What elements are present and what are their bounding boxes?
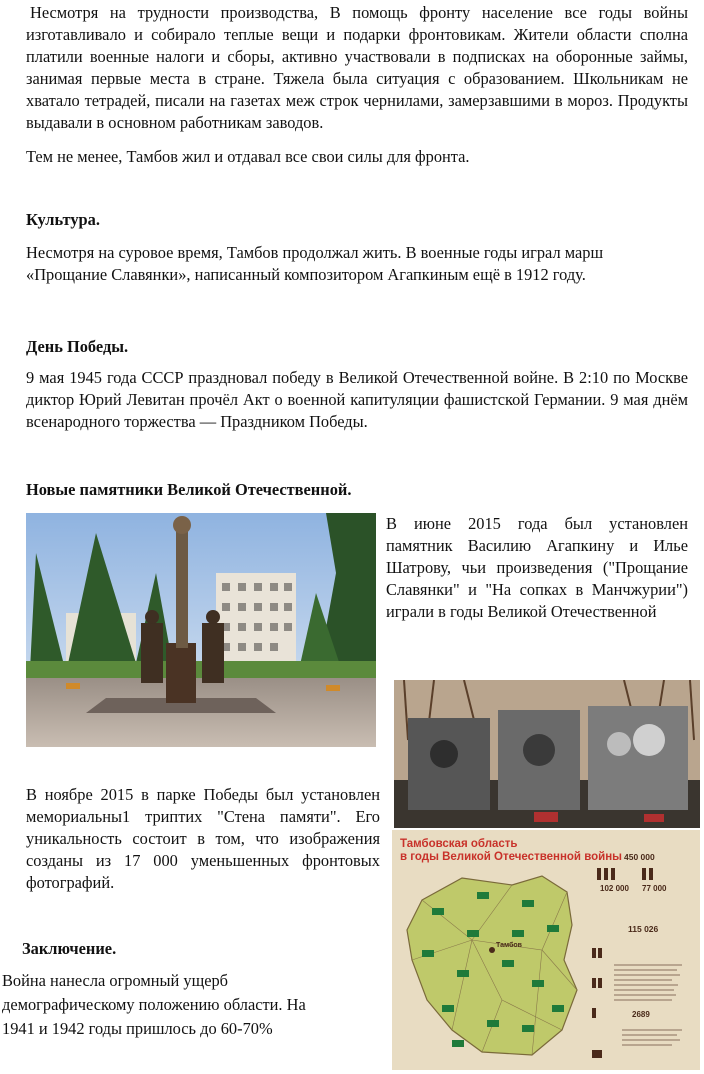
intro-summary: Тем не менее, Тамбов жил и отдавал все свои силы для фронта. [26, 147, 470, 166]
infographic-title-line2: в годы Великой Отечественной войны [400, 851, 622, 863]
monuments-text-right: В июне 2015 года был установлен памятник Василию Агапкину и Илье Шатрову, чьи произведения ("Прощание Славянки" и "На сопках в Манчжурии") играли в годы Великой Отечественной [386, 514, 688, 621]
memory-wall-photo [394, 680, 700, 828]
monument-photo [26, 513, 376, 747]
monuments-text-left: В ноябре 2015 в парке Победы был установлен мемориальны1 триптих "Стена памяти". Его уникальность состоит в том, что изображения созданы из 17 000 уменьшенных фронтовых фотографий. [26, 785, 380, 892]
wartime-region-infographic [392, 830, 700, 1070]
infographic-title-line1: Тамбовская область [400, 838, 518, 850]
culture-heading: Культура. [26, 210, 100, 229]
memory-wall-image [394, 680, 700, 828]
culture-text: Несмотря на суровое время, Тамбов продолжал жить. В военные годы играл марш «Прощание Славянки», написанный композитором Агапкиным ещё в 1912 году. [26, 243, 604, 284]
infographic-stat-3: 77 000 [642, 884, 667, 893]
monuments-heading: Новые памятники Великой Отечественной. [26, 480, 352, 499]
victory-text: 9 мая 1945 года СССР праздновал победу в Великой Отечественной войне. В 2:10 по Москве диктор Юрий Левитан прочёл Акт о военной капитуляции фашистской Германии. 9 мая днём всенародного торжества — Праздником Победы. [26, 368, 688, 431]
monument-photo-image [26, 513, 376, 747]
conclusion-heading: Заключение. [22, 939, 117, 958]
region-map-graphic [392, 830, 700, 1070]
infographic-stat-2: 102 000 [600, 884, 629, 893]
infographic-stat-1: 450 000 [624, 852, 655, 862]
intro-paragraph: Несмотря на трудности производства, В помощь фронту население все годы войны изготавливало и собирало теплые вещи и подарки фронтовикам. Жители области сполна платили военные налоги и сборы, активно участвовали в подписках на оборонные займы, занимая первые места в стране. Тяжела была ситуация с образованием. Школьникам не хватало тетрадей, писали на газетах меж строк чернилами, замерзавшими в мороз. Продукты выдавали в основном работникам заводов. [26, 3, 688, 132]
infographic-center-city: Тамбов [496, 942, 522, 949]
victory-heading: День Победы. [26, 337, 129, 356]
infographic-stat-4: 115 026 [628, 924, 659, 934]
conclusion-text: Война нанесла огромный ущерб демографическому положению области. На 1941 и 1942 годы пришлось до 60-70% [2, 971, 306, 1038]
infographic-stat-5: 2689 [632, 1010, 650, 1019]
